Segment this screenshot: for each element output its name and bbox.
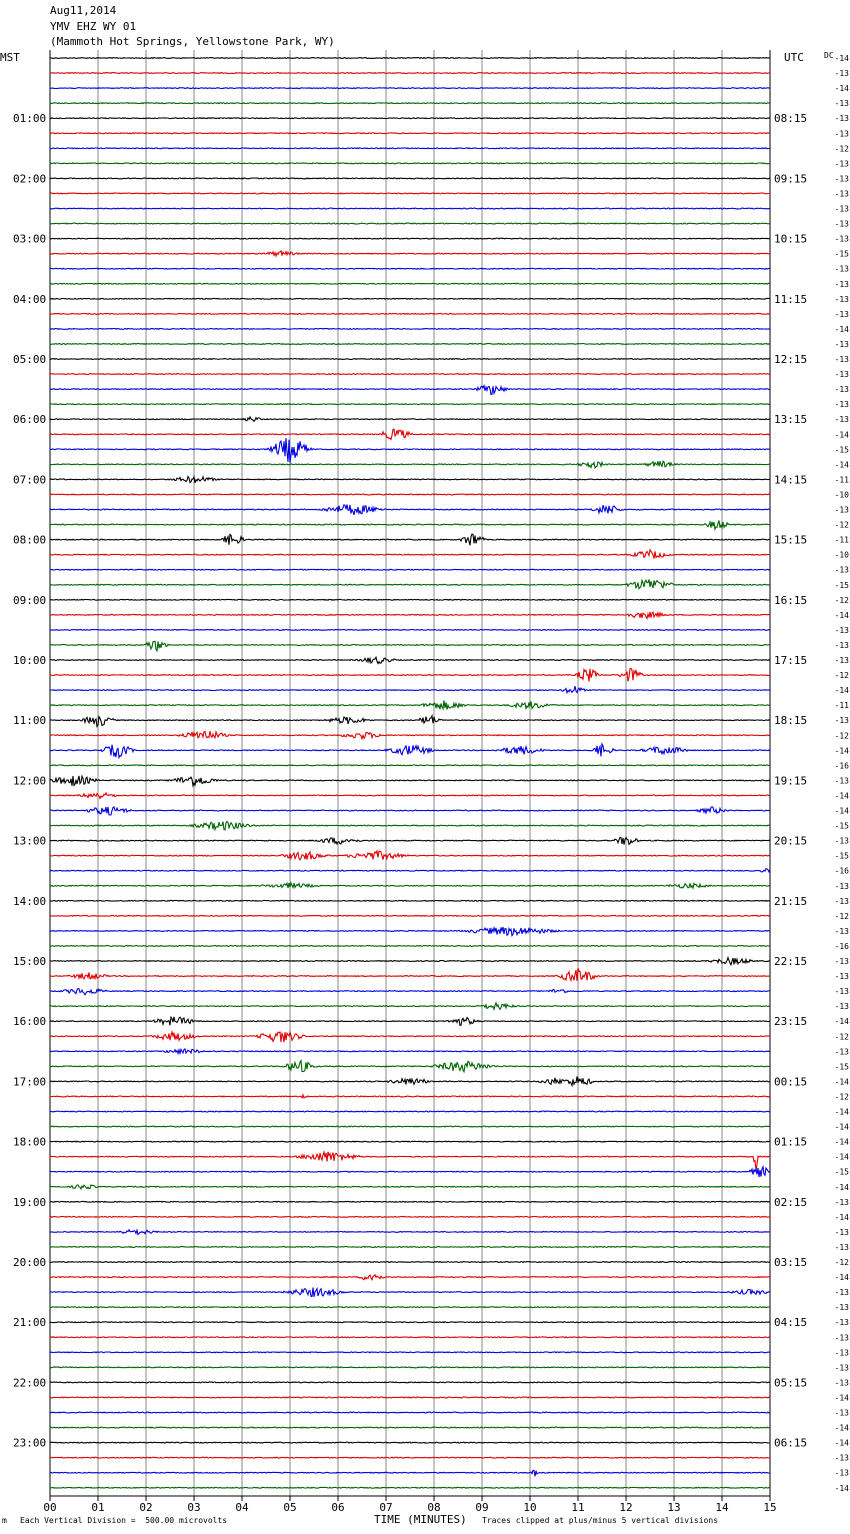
utc-hour-01:15: 01:15 [774, 1135, 808, 1149]
trace-59 [50, 927, 770, 936]
trace-27 [50, 438, 770, 463]
dc-offset-2: -13 [834, 69, 849, 79]
dc-offset-43: -14 [834, 686, 849, 696]
x-tick-label-14: 14 [715, 1501, 729, 1514]
trace-92 [50, 1427, 770, 1428]
x-tick-label-01: 01 [91, 1501, 105, 1514]
trace-22 [50, 374, 770, 375]
utc-hour-08:15: 08:15 [774, 112, 808, 126]
mst-hour-22:00: 22:00 [13, 1376, 47, 1390]
dc-offset-3: -14 [834, 84, 849, 94]
trace-90 [50, 1397, 770, 1398]
mst-hour-17:00: 17:00 [13, 1075, 47, 1089]
trace-37 [50, 599, 770, 600]
trace-15 [50, 268, 770, 269]
dc-offset-19: -14 [834, 324, 849, 334]
trace-55 [50, 869, 770, 872]
trace-31 [50, 505, 770, 516]
dc-offset-78: -14 [834, 1212, 849, 1222]
trace-11 [50, 208, 770, 209]
trace-20 [50, 344, 770, 345]
trace-95 [50, 1470, 770, 1476]
dc-offset-68: -15 [834, 1062, 849, 1072]
dc-offset-73: -14 [834, 1137, 849, 1147]
trace-68 [50, 1061, 770, 1072]
mst-hour-01:00: 01:00 [13, 112, 47, 126]
utc-hour-11:15: 11:15 [774, 292, 808, 306]
dc-offset-27: -15 [834, 445, 849, 455]
trace-42 [50, 668, 770, 681]
dc-offset-23: -13 [834, 385, 849, 395]
trace-70 [50, 1095, 770, 1098]
utc-hour-20:15: 20:15 [774, 834, 808, 848]
mst-axis-label: MST [0, 51, 20, 64]
dc-offset-64: -13 [834, 1002, 849, 1012]
trace-86 [50, 1337, 770, 1338]
trace-80 [50, 1247, 770, 1248]
dc-offset-16: -13 [834, 279, 849, 289]
dc-offset-52: -15 [834, 821, 849, 831]
trace-49 [50, 776, 770, 786]
dc-offset-96: -14 [834, 1483, 849, 1493]
trace-36 [50, 580, 770, 589]
trace-62 [50, 968, 770, 981]
mst-hour-03:00: 03:00 [13, 232, 47, 246]
x-tick-label-04: 04 [235, 1501, 249, 1514]
dc-offset-69: -14 [834, 1077, 849, 1087]
mst-hour-19:00: 19:00 [13, 1195, 47, 1209]
dc-offset-84: -13 [834, 1303, 849, 1313]
mst-hour-21:00: 21:00 [13, 1316, 47, 1330]
trace-65 [50, 1017, 770, 1025]
dc-offset-40: -13 [834, 640, 849, 650]
utc-hour-02:15: 02:15 [774, 1195, 808, 1209]
trace-6 [50, 133, 770, 134]
trace-60 [50, 946, 770, 947]
dc-offset-93: -14 [834, 1438, 849, 1448]
clip-note: Traces clipped at plus/minus 5 vertical divisions [482, 1516, 719, 1525]
dc-offset-72: -14 [834, 1122, 849, 1132]
trace-96 [50, 1487, 770, 1488]
trace-4 [50, 103, 770, 104]
utc-hour-15:15: 15:15 [774, 533, 808, 547]
utc-hour-05:15: 05:15 [774, 1376, 808, 1390]
dc-offset-46: -12 [834, 731, 849, 741]
mst-hour-16:00: 16:00 [13, 1015, 47, 1029]
dc-offset-66: -12 [834, 1032, 849, 1042]
dc-offset-76: -14 [834, 1182, 849, 1192]
dc-offset-95: -13 [834, 1468, 849, 1478]
utc-hour-12:15: 12:15 [774, 353, 808, 366]
dc-offset-60: -16 [834, 941, 849, 951]
x-tick-label-06: 06 [331, 1501, 345, 1514]
dc-offset-29: -11 [834, 475, 849, 485]
dc-offset-61: -13 [834, 957, 849, 966]
utc-hour-06:15: 06:15 [774, 1436, 808, 1450]
dc-offset-14: -15 [834, 249, 849, 259]
dc-offset-53: -13 [834, 836, 849, 846]
dc-offset-87: -13 [834, 1348, 849, 1358]
x-tick-label-12: 12 [619, 1501, 633, 1514]
dc-offset-90: -14 [834, 1393, 849, 1403]
dc-offset-42: -12 [834, 671, 849, 681]
trace-2 [50, 73, 770, 74]
x-tick-label-10: 10 [523, 1501, 537, 1514]
trace-5 [50, 118, 770, 119]
trace-17 [50, 298, 770, 299]
dc-offset-26: -14 [834, 430, 849, 440]
dc-offset-41: -13 [834, 656, 849, 665]
dc-offset-62: -13 [834, 972, 849, 982]
x-tick-label-00: 00 [43, 1501, 57, 1514]
dc-offset-28: -14 [834, 460, 849, 470]
dc-offset-37: -12 [834, 595, 849, 605]
trace-24 [50, 404, 770, 405]
trace-71 [50, 1111, 770, 1112]
trace-54 [50, 851, 770, 860]
trace-94 [50, 1457, 770, 1458]
station-code: YMV EHZ WY 01 [50, 20, 137, 33]
mst-hour-14:00: 14:00 [13, 894, 47, 908]
dc-offset-83: -13 [834, 1288, 849, 1298]
trace-33 [50, 534, 770, 545]
trace-48 [50, 765, 770, 766]
dc-offset-85: -13 [834, 1318, 849, 1328]
dc-offset-35: -13 [834, 565, 849, 575]
dc-offset-45: -13 [834, 716, 849, 726]
trace-38 [50, 612, 770, 619]
x-tick-label-03: 03 [187, 1501, 201, 1514]
trace-8 [50, 163, 770, 164]
utc-hour-18:15: 18:15 [774, 714, 808, 728]
dc-offset-91: -13 [834, 1408, 849, 1418]
dc-offset-80: -13 [834, 1242, 849, 1252]
trace-87 [50, 1352, 770, 1353]
dc-offset-59: -13 [834, 926, 849, 936]
dc-offset-70: -12 [834, 1092, 849, 1102]
dc-offset-4: -13 [834, 99, 849, 109]
mst-hour-11:00: 11:00 [13, 714, 47, 728]
dc-offset-88: -13 [834, 1363, 849, 1373]
dc-offset-79: -13 [834, 1227, 849, 1237]
trace-79 [50, 1230, 770, 1235]
dc-offset-30: -10 [834, 490, 849, 500]
dc-offset-75: -15 [834, 1167, 849, 1177]
trace-53 [50, 837, 770, 844]
trace-9 [50, 178, 770, 179]
x-tick-label-13: 13 [667, 1501, 681, 1514]
trace-35 [50, 569, 770, 570]
trace-1 [50, 58, 770, 59]
dc-offset-1: -14 [834, 54, 849, 63]
scale-note: Each Vertical Division = 500.00 microvolts [20, 1516, 228, 1525]
trace-91 [50, 1412, 770, 1413]
dc-offset-9: -13 [834, 174, 849, 184]
trace-13 [50, 238, 770, 239]
trace-7 [50, 148, 770, 149]
dc-offset-82: -14 [834, 1273, 849, 1283]
trace-25 [50, 417, 770, 421]
trace-51 [50, 807, 770, 815]
dc-offset-5: -13 [834, 114, 849, 124]
trace-82 [50, 1275, 770, 1280]
trace-74 [50, 1152, 770, 1171]
trace-41 [50, 657, 770, 663]
trace-29 [50, 477, 770, 483]
mst-hour-13:00: 13:00 [13, 834, 47, 848]
station-location: (Mammoth Hot Springs, Yellowstone Park, WY) [50, 35, 335, 48]
dc-offset-8: -13 [834, 159, 849, 169]
mst-hour-05:00: 05:00 [13, 353, 47, 366]
trace-30 [50, 494, 770, 495]
dc-offset-77: -13 [834, 1197, 849, 1207]
dc-offset-58: -12 [834, 911, 849, 921]
trace-45 [50, 716, 770, 727]
dc-offset-81: -12 [834, 1258, 849, 1267]
trace-69 [50, 1076, 770, 1085]
dc-offset-74: -14 [834, 1152, 849, 1162]
dc-offset-17: -13 [834, 294, 849, 304]
dc-offset-44: -11 [834, 701, 849, 711]
trace-61 [50, 958, 770, 965]
x-tick-label-11: 11 [571, 1501, 585, 1514]
dc-offset-24: -13 [834, 400, 849, 410]
mst-hour-15:00: 15:00 [13, 955, 47, 968]
dc-offset-13: -13 [834, 234, 849, 244]
dc-offset-57: -13 [834, 896, 849, 906]
utc-hour-17:15: 17:15 [774, 654, 808, 667]
dc-offset-56: -13 [834, 881, 849, 891]
utc-axis-label: UTC [784, 51, 804, 64]
dc-offset-86: -13 [834, 1333, 849, 1343]
dc-offset-31: -13 [834, 505, 849, 515]
trace-84 [50, 1307, 770, 1308]
trace-46 [50, 731, 770, 739]
trace-76 [50, 1185, 770, 1189]
dc-offset-89: -13 [834, 1378, 849, 1388]
mst-hour-18:00: 18:00 [13, 1135, 47, 1149]
dc-offset-47: -14 [834, 746, 849, 756]
x-axis-title: TIME (MINUTES) [374, 1513, 467, 1526]
dc-offset-48: -16 [834, 761, 849, 771]
utc-hour-00:15: 00:15 [774, 1075, 808, 1089]
mst-hour-23:00: 23:00 [13, 1436, 47, 1450]
dc-offset-12: -13 [834, 219, 849, 229]
trace-32 [50, 520, 770, 529]
x-tick-label-05: 05 [283, 1501, 297, 1514]
trace-77 [50, 1201, 770, 1202]
trace-89 [50, 1382, 770, 1383]
x-tick-label-02: 02 [139, 1501, 153, 1514]
utc-hour-21:15: 21:15 [774, 894, 808, 908]
mst-hour-04:00: 04:00 [13, 292, 47, 306]
trace-16 [50, 283, 770, 284]
dc-offset-18: -13 [834, 309, 849, 319]
trace-81 [50, 1262, 770, 1263]
dc-offset-94: -13 [834, 1453, 849, 1463]
dc-offset-33: -11 [834, 535, 849, 545]
trace-28 [50, 461, 770, 468]
mst-hour-02:00: 02:00 [13, 172, 47, 186]
trace-64 [50, 1003, 770, 1009]
dc-offset-51: -14 [834, 806, 849, 816]
plot-date: Aug11,2014 [50, 4, 117, 17]
trace-14 [50, 251, 770, 256]
mst-hour-06:00: 06:00 [13, 413, 47, 427]
trace-43 [50, 686, 770, 693]
trace-88 [50, 1367, 770, 1368]
trace-50 [50, 793, 770, 799]
dc-offset-71: -14 [834, 1107, 849, 1117]
dc-offset-65: -14 [834, 1017, 849, 1027]
dc-offset-54: -15 [834, 851, 849, 861]
utc-hour-16:15: 16:15 [774, 593, 808, 607]
trace-72 [50, 1126, 770, 1127]
trace-18 [50, 313, 770, 314]
utc-hour-19:15: 19:15 [774, 774, 808, 788]
trace-39 [50, 630, 770, 631]
dc-offset-25: -13 [834, 415, 849, 425]
trace-21 [50, 359, 770, 360]
x-tick-label-15: 15 [763, 1501, 777, 1514]
trace-78 [50, 1216, 770, 1217]
trace-57 [50, 900, 770, 901]
trace-67 [50, 1049, 770, 1054]
mst-hour-09:00: 09:00 [13, 593, 47, 607]
dc-offset-32: -12 [834, 520, 849, 530]
x-tick-label-08: 08 [427, 1501, 441, 1514]
trace-83 [50, 1288, 770, 1297]
utc-hour-04:15: 04:15 [774, 1316, 808, 1330]
dc-label: DC [824, 51, 834, 60]
trace-34 [50, 550, 770, 559]
trace-58 [50, 915, 770, 916]
trace-23 [50, 386, 770, 395]
mst-hour-08:00: 08:00 [13, 533, 47, 547]
dc-offset-50: -14 [834, 791, 849, 801]
utc-hour-03:15: 03:15 [774, 1256, 808, 1269]
dc-offset-49: -13 [834, 776, 849, 786]
utc-hour-13:15: 13:15 [774, 413, 808, 427]
dc-offset-63: -13 [834, 987, 849, 997]
trace-52 [50, 821, 770, 830]
dc-offset-11: -13 [834, 204, 849, 214]
mst-hour-07:00: 07:00 [13, 473, 47, 487]
trace-63 [50, 989, 770, 995]
trace-85 [50, 1322, 770, 1323]
dc-offset-6: -13 [834, 129, 849, 139]
dc-offset-38: -14 [834, 610, 849, 620]
trace-10 [50, 193, 770, 194]
mst-hour-10:00: 10:00 [13, 654, 47, 667]
trace-47 [50, 744, 770, 758]
utc-hour-14:15: 14:15 [774, 473, 808, 487]
trace-93 [50, 1442, 770, 1443]
dc-offset-20: -13 [834, 339, 849, 349]
trace-12 [50, 223, 770, 224]
dc-offset-7: -12 [834, 144, 849, 154]
utc-hour-10:15: 10:15 [774, 232, 808, 246]
trace-44 [50, 701, 770, 710]
dc-offset-55: -16 [834, 866, 849, 876]
dc-offset-92: -14 [834, 1423, 849, 1433]
dc-offset-21: -13 [834, 355, 849, 364]
trace-3 [50, 88, 770, 89]
mst-hour-12:00: 12:00 [13, 774, 47, 788]
dc-offset-34: -10 [834, 550, 849, 560]
x-tick-label-09: 09 [475, 1501, 489, 1514]
trace-75 [50, 1167, 770, 1177]
dc-offset-36: -15 [834, 580, 849, 590]
dc-offset-22: -13 [834, 370, 849, 380]
utc-hour-23:15: 23:15 [774, 1015, 808, 1029]
dc-offset-15: -13 [834, 264, 849, 274]
dc-offset-39: -13 [834, 625, 849, 635]
trace-66 [50, 1032, 770, 1042]
dc-offset-67: -13 [834, 1047, 849, 1057]
x-tick-label-07: 07 [379, 1501, 393, 1514]
trace-56 [50, 883, 770, 888]
trace-40 [50, 641, 770, 651]
dc-offset-10: -13 [834, 189, 849, 199]
utc-hour-22:15: 22:15 [774, 955, 808, 968]
trace-19 [50, 329, 770, 330]
utc-hour-09:15: 09:15 [774, 172, 808, 186]
trace-73 [50, 1141, 770, 1142]
corner-mark: m [2, 1516, 7, 1525]
mst-hour-20:00: 20:00 [13, 1256, 47, 1269]
trace-26 [50, 429, 770, 439]
